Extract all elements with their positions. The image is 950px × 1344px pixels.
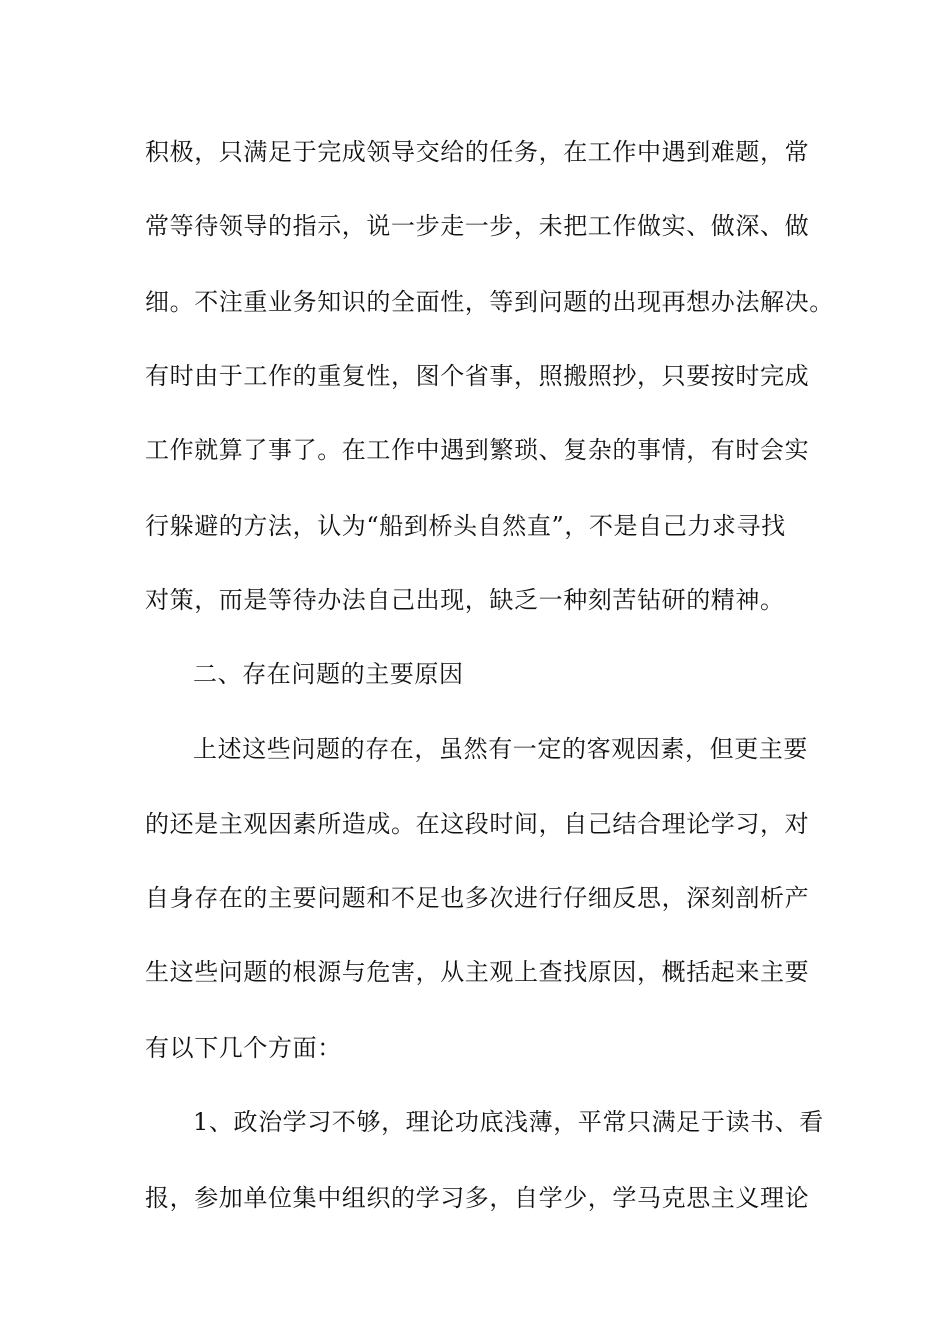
paragraph-line-2: 常等待领导的指示，说一步走一步，未把工作做实、做深、做 bbox=[145, 212, 810, 240]
list-item-1-line-2: 报，参加单位集中组织的学习多，自学少，学马克思主义理论 bbox=[145, 1184, 810, 1212]
paragraph-line-1: 积极，只满足于完成领导交给的任务，在工作中遇到难题，常 bbox=[145, 138, 810, 166]
section-heading: 二、存在问题的主要原因 bbox=[193, 660, 464, 688]
paragraph-line-9: 的还是主观因素所造成。在这段时间，自己结合理论学习，对 bbox=[145, 810, 810, 838]
paragraph-line-3: 细。不注重业务知识的全面性，等到问题的出现再想办法解决。 bbox=[145, 288, 834, 316]
paragraph-line-7: 对策，而是等待办法自己出现，缺乏一种刻苦钻研的精神。 bbox=[145, 586, 785, 614]
paragraph-line-12: 有以下几个方面： bbox=[145, 1034, 342, 1062]
paragraph-line-8: 上述这些问题的存在，虽然有一定的客观因素，但更主要 bbox=[193, 735, 808, 763]
paragraph-line-10: 自身存在的主要问题和不足也多次进行仔细反思，深刻剖析产 bbox=[145, 884, 810, 912]
paragraph-line-6: 行躲避的方法，认为“船到桥头自然直”，不是自己力求寻找 bbox=[145, 512, 786, 540]
paragraph-line-11: 生这些问题的根源与危害，从主观上查找原因，概括起来主要 bbox=[145, 958, 810, 986]
paragraph-line-5: 工作就算了事了。在工作中遇到繁琐、复杂的事情，有时会实 bbox=[145, 436, 810, 464]
paragraph-line-4: 有时由于工作的重复性，图个省事，照搬照抄，只要按时完成 bbox=[145, 362, 810, 390]
list-item-1-line-1: 1、政治学习不够，理论功底浅薄，平常只满足于读书、看 bbox=[193, 1108, 824, 1136]
